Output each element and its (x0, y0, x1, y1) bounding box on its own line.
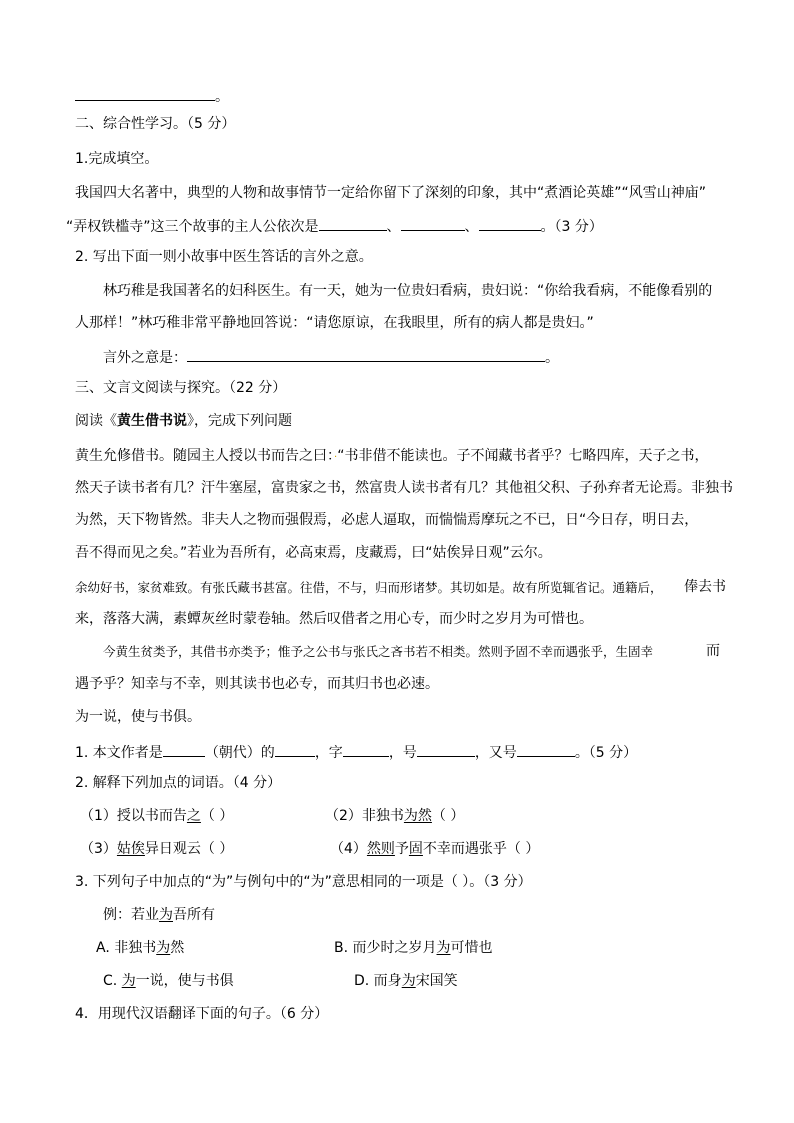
implied-meaning-line (103, 345, 559, 368)
dotted-word: 固 (408, 841, 423, 857)
option-text: 一说，使与书俱 (135, 973, 234, 989)
passage-text: 黄生允修借书。随园主人授以书而告之曰： (75, 448, 334, 464)
dotted-word: 为 (401, 973, 416, 989)
answer-line-top (75, 84, 229, 107)
dotted-word: 为 (436, 940, 451, 956)
option-text: C. (103, 973, 122, 989)
reading-prefix: 阅读《 (75, 413, 117, 429)
section-2-title: 二、综合性学习。（5 分） (75, 116, 236, 132)
fill-blank[interactable] (417, 740, 475, 757)
fill-blank[interactable] (401, 214, 465, 231)
option-text: D. 而身 (354, 973, 402, 989)
passage-line-4: 吾不得而见之矣。”若业为吾所有，必高束焉，庋藏焉，曰“姑俟异日观”云尔。 (75, 545, 552, 561)
question-3-4-title: 4．用现代汉语翻译下面的句子。（6 分） (75, 1006, 329, 1022)
fill-blank[interactable] (343, 740, 389, 757)
dotted-word: 之 (186, 808, 201, 824)
question-text: ，又号 (474, 745, 517, 761)
option-c[interactable] (103, 971, 234, 991)
passage-line-7: 今黄生贫类予，其借书亦类予；惟予之公书与张氏之吝书若不相类。然则予固不幸而遇张乎，生固幸 (103, 644, 654, 659)
separator: 、 (386, 219, 401, 235)
question-3-2-item-4 (330, 839, 539, 859)
separator: 、 (464, 219, 479, 235)
reading-suffix: 》，完成下列问题 (187, 413, 292, 429)
item-text: （4） (330, 841, 367, 857)
score-note: 。（5 分） (574, 745, 638, 761)
example-text: 例：若业 (103, 907, 159, 923)
answer-label: 言外之意是： (103, 350, 187, 366)
option-text: A. 非独书 (96, 940, 157, 956)
item-text: 不幸而遇张乎 (422, 841, 507, 857)
option-text: 然 (170, 940, 185, 956)
option-text: 宋国笑 (415, 973, 458, 989)
fill-blank[interactable] (517, 740, 575, 757)
passage-line-7-right: 而 (706, 643, 720, 659)
question-3-2-title: 2. 解释下列加点的词语。（4 分） (75, 775, 282, 791)
passage-line-9: 为一说，使与书俱。 (75, 709, 201, 725)
fill-blank[interactable] (319, 214, 387, 231)
question-text: ，号 (388, 745, 417, 761)
punct: 。 (545, 350, 559, 366)
reading-instruction (75, 411, 292, 431)
item-text: 予 (394, 841, 409, 857)
answer-paren[interactable]: （ ） (200, 841, 234, 857)
passage-text: “书非借不能读也。子不闻藏书者乎？七略四库，天子之书， (337, 448, 709, 464)
option-a[interactable] (96, 938, 184, 958)
question-1-fill-line (66, 214, 603, 237)
answer-paren[interactable]: （ ） (431, 808, 465, 824)
item-text: （1）授以书而告 (80, 808, 187, 824)
punct: 。 (215, 89, 229, 105)
question-text: 1. 本文作者是 (75, 745, 163, 761)
option-d[interactable] (354, 971, 458, 991)
item-text: （2）非独书 (325, 808, 404, 824)
stray-mark: · (334, 452, 338, 463)
question-1-title: 1.完成填空。 (75, 151, 159, 167)
question-2-title: 2. 写出下面一则小故事中医生答话的言外之意。 (75, 249, 373, 265)
question-3-1 (75, 740, 637, 763)
option-text: 可惜也 (450, 940, 493, 956)
question-text: （朝代）的 (204, 745, 275, 761)
passage-line-5: 余幼好书，家贫难致。有张氏藏书甚富。往借，不与，归而形诸梦。其切如是。故有所览辄省记。通籍后， (75, 580, 663, 595)
story-line-1: 林巧稚是我国著名的妇科医生。有一天，她为一位贵妇看病，贵妇说：“你给我看病，不能像看别的 (103, 283, 713, 299)
question-3-2-item-2 (325, 806, 464, 826)
option-b[interactable] (334, 938, 493, 958)
question-1-text: 我国四大名著中，典型的人物和故事情节一定给你留下了深刻的印象，其中“煮酒论英雄”“风雪山神庙” (75, 185, 707, 201)
fill-blank[interactable] (187, 345, 545, 362)
fill-blank[interactable] (275, 740, 315, 757)
fill-blank[interactable] (479, 214, 541, 231)
dotted-word: 为 (121, 973, 136, 989)
example-text: 吾所有 (173, 907, 215, 923)
dotted-word: 为 (159, 907, 173, 923)
passage-line-5-right: 俸去书 (684, 579, 726, 595)
passage-line-2: 然天子读书者有几？汗牛塞屋，富贵家之书，然富贵人读书者有几？其他祖父积、子孙弃者无论焉。非独书 (75, 480, 733, 496)
dotted-word: 姑俟 (116, 841, 145, 857)
passage-line-3: 为然，天下物皆然。非夫人之物而强假焉，必虑人逼取，而惴惴焉摩玩之不已，日“今日存，明日去， (75, 512, 699, 528)
question-text: ，字 (314, 745, 343, 761)
reading-title: 黄生借书说 (117, 413, 187, 429)
option-text: B. 而少时之岁月 (334, 940, 437, 956)
score-note: 。（3 分） (540, 219, 603, 235)
fill-blank[interactable] (163, 740, 205, 757)
dotted-word: 为然 (403, 808, 432, 824)
question-3-3-title: 3. 下列句子中加点的“为”与例句中的“为”意思相同的一项是（ ）。（3 分） (75, 874, 532, 890)
question-1-text-b: “弄权铁槛寺”这三个故事的主人公依次是 (66, 219, 319, 235)
fill-blank[interactable] (75, 84, 215, 101)
answer-paren[interactable]: （ ） (506, 841, 540, 857)
story-line-2: 人那样！”林巧稚非常平静地回答说：“请您原谅，在我眼里，所有的病人都是贵妇。” (75, 315, 594, 331)
item-text: 异日观云 (144, 841, 201, 857)
passage-line-8: 遇予乎？知幸与不幸，则其读书也必专，而其归书也必速。 (75, 676, 439, 692)
passage-line-6: 来，落落大满，素蟫灰丝时蒙卷轴。然后叹借者之用心专，而少时之岁月为可惜也。 (75, 611, 593, 627)
passage-line-1 (75, 446, 708, 468)
answer-paren[interactable]: （ ） (200, 808, 234, 824)
section-3-title: 三、文言文阅读与探究。（22 分） (75, 380, 287, 396)
question-3-2-item-3 (80, 839, 233, 859)
question-3-2-item-1 (80, 806, 233, 826)
dotted-word: 然则 (366, 841, 395, 857)
question-3-3-example (103, 905, 215, 925)
item-text: （3） (80, 841, 117, 857)
dotted-word: 为 (156, 940, 171, 956)
